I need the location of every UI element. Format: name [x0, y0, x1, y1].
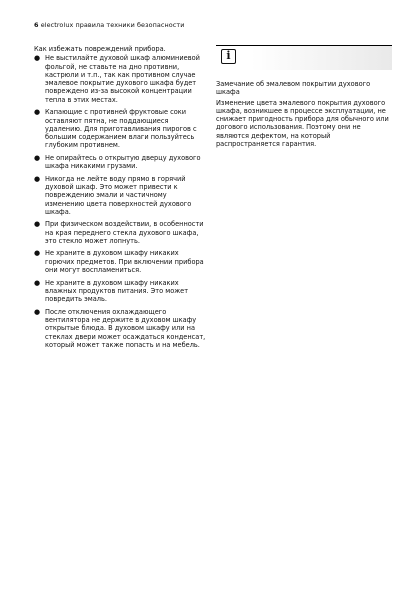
list-item-text: Капающие с противней фруктовые соки оставляют пятна, не поддающиеся удалению. Для приготавливания пирогов с большим содержанием влаги пользуйтесь глубоким противнем.: [45, 108, 197, 150]
page-header: [34, 21, 394, 29]
bullet-icon: ●: [34, 249, 41, 258]
note-body: Изменение цвета эмалевого покрытия духового шкафа, возникшее в процессе эксплуатации, не снижает пригодность прибора для обычного или догового использования. Поэтому они не являются дефектом, на который распространяется гарантия.: [216, 98, 389, 149]
bullet-icon: ●: [34, 278, 41, 287]
list-item-text: При физическом воздействии, в особенности на края переднего стекла духового шкафа, это стекло может лопнуть.: [45, 220, 204, 245]
bullet-icon: ●: [34, 174, 41, 183]
section-heading: Как избежать повреждений прибора.: [34, 45, 166, 53]
bullet-icon: ●: [34, 153, 41, 162]
precaution-list: [34, 54, 206, 349]
list-item: [34, 249, 206, 274]
list-item-text: После отключения охлаждающего вентилятора не держите в духовом шкафу открытые блюда. В духовом шкафу или на стеклах двери может осаждаться конденсат, который может также попасть и на мебель.: [45, 307, 206, 349]
header-text: electrolux правила техники безопасности: [40, 21, 185, 29]
list-item: [34, 308, 206, 349]
list-item-text: Не опирайтесь о открытую дверцу духового шкафа никакими грузами.: [45, 153, 201, 171]
list-item-text: Никогда не лейте воду прямо в горячий духовой шкаф. Это может привести к повреждению эмали и частичному изменению цвета поверхностей духового шкафа.: [45, 174, 192, 216]
list-item: [34, 279, 206, 304]
left-column: [34, 45, 206, 353]
list-item: [34, 54, 206, 104]
list-item: [34, 175, 206, 216]
note-title: Замечание об эмалевом покрытии духового шкафа: [216, 80, 371, 97]
list-item: [34, 108, 206, 149]
list-item-text: Не выстилайте духовой шкаф алюминиевой фольгой, не ставьте на дно противни, кастрюли и т.п., так как противном случае эмалевое покрытие духового шкафа будет повреждено из-за высокой концентрации тепла в этих местах.: [45, 54, 200, 104]
bullet-icon: ●: [34, 220, 41, 229]
bullet-icon: ●: [34, 108, 41, 117]
bullet-icon: ●: [34, 307, 41, 316]
list-item-text: Не храните в духовом шкафу никаких горючих предметов. При включении прибора они могут воспламениться.: [45, 249, 204, 275]
info-bar: [216, 45, 392, 70]
info-icon: i: [221, 49, 236, 64]
list-item: [34, 154, 206, 171]
list-item-text: Не храните в духовом шкафу никаких влажных продуктов питания. Это может повредить эмаль.: [45, 278, 189, 304]
page-number: 6: [34, 21, 39, 29]
bullet-icon: ●: [34, 54, 41, 63]
right-column: [216, 45, 392, 148]
list-item: [34, 220, 206, 245]
